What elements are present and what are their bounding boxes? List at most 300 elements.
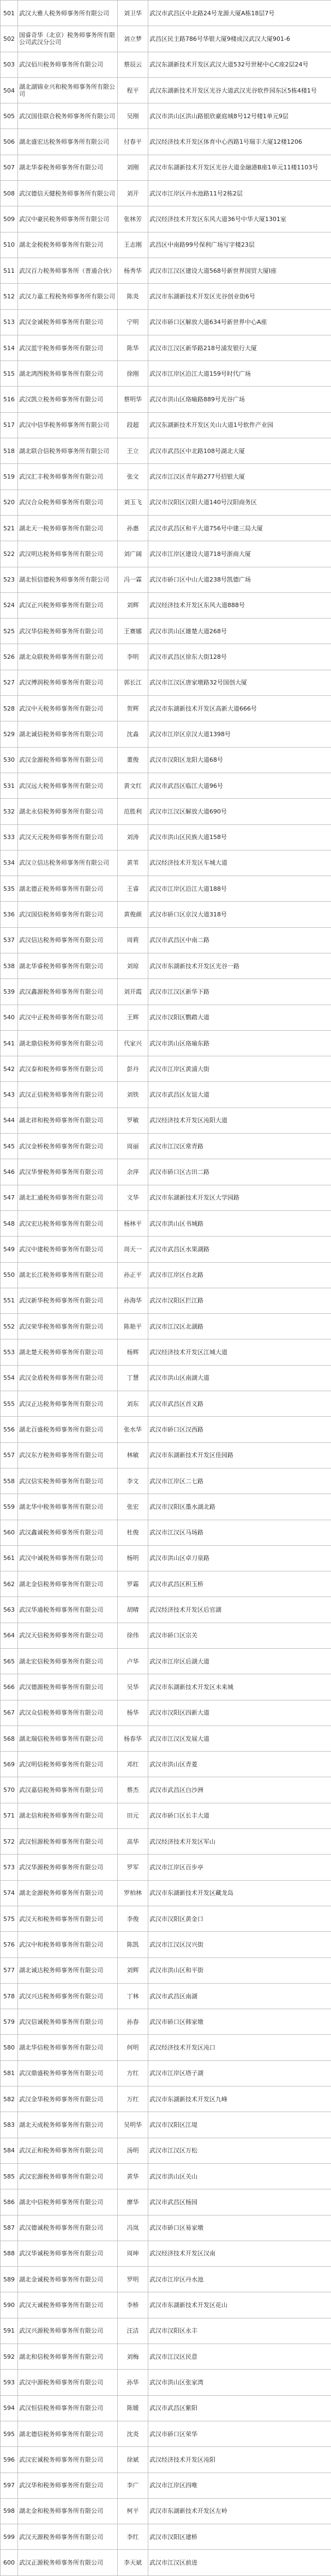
table-row <box>1 129 331 155</box>
table-row <box>1 335 331 360</box>
firm-name: 武汉信实税务师事务所有限公司 <box>18 1468 118 1494</box>
row-number: 600 <box>1 2550 18 2576</box>
table-row <box>1 773 331 798</box>
contact-person: 郭长江 <box>118 670 148 695</box>
contact-person: 蔡辰云 <box>118 52 148 77</box>
row-number: 549 <box>1 1237 18 1262</box>
contact-person: 董俊 <box>118 747 148 773</box>
contact-person: 徐刚 <box>118 361 148 387</box>
firm-address: 武汉市硚口区长丰大道 <box>148 1803 331 1828</box>
table-row <box>1 1210 331 1236</box>
firm-address: 武汉市武昌区杨园 <box>148 2189 331 2215</box>
firm-address: 武汉市硚口区韩家墩 <box>148 2009 331 2035</box>
table-row <box>1 77 331 103</box>
row-number: 518 <box>1 438 18 464</box>
firm-address: 武汉经济技术开发区沌阳大道 <box>148 1108 331 1133</box>
contact-person: 孙惠 <box>118 515 148 541</box>
row-number: 507 <box>1 155 18 180</box>
table-row <box>1 2447 331 2473</box>
firm-address: 武汉市东湖新技术开发区九峰 <box>148 2087 331 2112</box>
row-number: 565 <box>1 1649 18 1674</box>
contact-person: 陈炎 <box>118 284 148 309</box>
contact-person: 万红 <box>118 2087 148 2112</box>
row-number: 527 <box>1 670 18 695</box>
row-number: 572 <box>1 1829 18 1855</box>
table-row <box>1 2395 331 2421</box>
firm-address: 武汉市汉阳区鹦鹉大道 <box>148 1005 331 1030</box>
row-number: 559 <box>1 1494 18 1520</box>
firm-name: 湖北永信税务师事务所有限公司 <box>18 799 118 824</box>
contact-person: 黄苇 <box>118 850 148 876</box>
contact-person: 蔡明华 <box>118 387 148 412</box>
firm-address: 武汉市汉阳区四新大道 <box>148 1700 331 1726</box>
firm-address: 武汉市洪山区洪山路银欣豪庭城8号12号楼1单元9层 <box>148 103 331 129</box>
row-number: 582 <box>1 2087 18 2112</box>
firm-address: 武汉市江汉区建设大道568号新世界国贸大厦I座 <box>148 258 331 283</box>
firm-name: 湖北金和税务师事务所有限公司 <box>18 2498 118 2524</box>
firm-name: 武汉中源税务师事务所有限公司 <box>18 2370 118 2395</box>
table-row <box>1 876 331 902</box>
firm-name: 湖北金诚税务师事务所有限公司 <box>18 2267 118 2292</box>
table-row <box>1 2473 331 2498</box>
firm-name: 武汉宏达税务师事务所有限公司 <box>18 1210 118 1236</box>
row-number: 520 <box>1 489 18 515</box>
table-row <box>1 1880 331 1906</box>
row-number: 526 <box>1 644 18 670</box>
firm-name: 武汉德诚税务师事务所有限公司 <box>18 2215 118 2241</box>
row-number: 508 <box>1 181 18 206</box>
firm-address: 武汉市东湖新技术开发区藏龙岛 <box>148 1880 331 1906</box>
firm-name: 武汉恒源税务师事务所有限公司 <box>18 1829 118 1855</box>
table-row <box>1 2163 331 2189</box>
row-number: 571 <box>1 1803 18 1828</box>
firm-address: 武汉市江岸区丹水池 <box>148 2267 331 2292</box>
contact-person: 刘广阔 <box>118 541 148 567</box>
table-row <box>1 1803 331 1828</box>
firm-name: 湖北德信税务师事务所有限公司 <box>18 2421 118 2446</box>
row-number: 544 <box>1 1108 18 1133</box>
firm-name: 武汉正兴税务师事务所有限公司 <box>18 592 118 618</box>
firm-name: 武汉天诚税务师事务所有限公司 <box>18 2292 118 2318</box>
table-row <box>1 2498 331 2524</box>
table-row <box>1 1159 331 1185</box>
table-row <box>1 1545 331 1571</box>
contact-person: 柯平 <box>118 2498 148 2524</box>
table-row <box>1 1005 331 1030</box>
row-number: 595 <box>1 2421 18 2446</box>
table-row <box>1 155 331 180</box>
firm-name: 武汉天信税务师事务所有限公司 <box>18 1623 118 1648</box>
firm-name: 湖北楚天税务师事务所有限公司 <box>18 1339 118 1365</box>
firm-address: 武汉东湖新技术开发区武汉大道532号世秘中心C座2层24号 <box>148 52 331 77</box>
contact-person: 邓红 <box>118 1752 148 1777</box>
row-number: 583 <box>1 2112 18 2138</box>
row-number: 532 <box>1 799 18 824</box>
table-row <box>1 1185 331 1210</box>
firm-address: 武汉东湖新技术开发区关山大道1号软件产业园 <box>148 412 331 438</box>
firm-address: 武汉市东湖新技术开发区光谷大道金融港B座1单元11楼1103号 <box>148 155 331 180</box>
firm-address: 武汉市洪山区书城路 <box>148 1210 331 1236</box>
row-number: 516 <box>1 387 18 412</box>
row-number: 592 <box>1 2344 18 2370</box>
table-row <box>1 2035 331 2060</box>
table-row <box>1 1932 331 1957</box>
firm-address: 武汉市江岸区四唯 <box>148 2473 331 2498</box>
firm-name: 武汉信诚税务师事务所有限公司 <box>18 2009 118 2035</box>
firm-address: 武汉市硚口区宗关 <box>148 1623 331 1648</box>
firm-address: 武汉市江岸区丹水池路11号2栋2层 <box>148 181 331 206</box>
row-number: 598 <box>1 2498 18 2524</box>
firm-address: 武汉经济技术开发区沌阳 <box>148 2447 331 2473</box>
table-row <box>1 1571 331 1597</box>
firm-address: 武汉市硚口区古田二路 <box>148 1159 331 1185</box>
row-number: 552 <box>1 1314 18 1339</box>
firm-address: 武汉经济技术开发区体育中心西路1号瑞丰大厦12楼1206 <box>148 129 331 155</box>
firm-address: 武汉经济技术开发区东风大道888号 <box>148 592 331 618</box>
row-number: 574 <box>1 1880 18 1906</box>
contact-person: 杨华 <box>118 1700 148 1726</box>
table-row <box>1 489 331 515</box>
firm-address: 武汉市武昌区友谊大道 <box>148 1082 331 1108</box>
row-number: 581 <box>1 2060 18 2086</box>
contact-person: 王志刚 <box>118 232 148 258</box>
row-number: 534 <box>1 850 18 876</box>
firm-name: 武汉华信税务师事务所有限公司 <box>18 619 118 644</box>
table-row <box>1 2087 331 2112</box>
contact-person: 吴刚 <box>118 103 148 129</box>
table-row <box>1 2060 331 2086</box>
row-number: 555 <box>1 1391 18 1417</box>
firm-address: 武汉市洪山区关山 <box>148 2163 331 2189</box>
firm-name: 湖北信和税务师事务所有限公司 <box>18 1803 118 1828</box>
contact-person: 张水华 <box>118 1417 148 1442</box>
firm-address: 武汉市洪山区珞瑜东路 <box>148 1030 331 1056</box>
firm-name: 武汉鑫诚税务师事务所有限公司 <box>18 1520 118 1545</box>
firm-name: 武汉华诚税务师事务所有限公司 <box>18 2241 118 2266</box>
firm-name: 湖北天一税务师事务所有限公司 <box>18 515 118 541</box>
contact-person: 宁明 <box>118 309 148 335</box>
contact-person: 罗霜 <box>118 1571 148 1597</box>
contact-person: 李桥 <box>118 2292 148 2318</box>
row-number: 597 <box>1 2473 18 2498</box>
firm-address: 武汉市武昌区南湖 <box>148 1983 331 2009</box>
contact-person: 张林芳 <box>118 206 148 232</box>
firm-address: 武汉经济技术开发区东风大道36号中华大厦1301室 <box>148 206 331 232</box>
table-row <box>1 2344 331 2370</box>
firm-name: 武汉金诚税务师事务所有限公司 <box>18 309 118 335</box>
row-number: 558 <box>1 1468 18 1494</box>
firm-address: 武汉市江汉区解放大道690号 <box>148 799 331 824</box>
contact-person: 罗军 <box>118 1855 148 1880</box>
row-number: 560 <box>1 1520 18 1545</box>
firm-address: 武汉市江岸区百步亭 <box>148 1855 331 1880</box>
contact-person: 付春平 <box>118 129 148 155</box>
firm-name: 湖北华泰税务师事务所有限公司 <box>18 155 118 180</box>
contact-person: 徐斌 <box>118 2447 148 2473</box>
firm-address: 武汉市东湖新技术开发区高新大道666号 <box>148 696 331 721</box>
firm-name: 武汉东方税务师事务所有限公司 <box>18 1442 118 1468</box>
firm-address: 武汉经济技术开发区车城大道 <box>148 850 331 876</box>
contact-person: 贺辉 <box>118 696 148 721</box>
firm-name: 湖北长江税务师事务所有限公司 <box>18 1262 118 1288</box>
firm-address: 武汉市武昌区水果湖路 <box>148 1237 331 1262</box>
row-number: 573 <box>1 1855 18 1880</box>
firm-address: 武汉市东湖新技术开发区大学园路 <box>148 1185 331 1210</box>
table-row <box>1 2189 331 2215</box>
row-number: 576 <box>1 1932 18 1957</box>
row-number: 568 <box>1 1726 18 1751</box>
row-number: 536 <box>1 902 18 927</box>
row-number: 546 <box>1 1159 18 1185</box>
firm-name: 武汉明信税务师事务所有限公司 <box>18 1752 118 1777</box>
contact-person: 王睿 <box>118 876 148 902</box>
firm-name: 武汉正达税务师事务所有限公司 <box>18 1391 118 1417</box>
firm-name: 湖北湖锦业兴和税务师事务所有限公司 <box>18 77 118 103</box>
table-row <box>1 1417 331 1442</box>
table-row <box>1 1623 331 1648</box>
firm-name: 湖北金信税务师事务所有限公司 <box>18 1571 118 1597</box>
table-row <box>1 1957 331 1983</box>
firm-name: 武汉正和税务师事务所有限公司 <box>18 2138 118 2163</box>
firm-address: 武汉市江汉区万松 <box>148 2138 331 2163</box>
firm-address: 武汉市硚口区汉西路 <box>148 1417 331 1442</box>
table-row <box>1 1 331 26</box>
firm-address: 武汉市江岸区沿江大道188号 <box>148 876 331 902</box>
contact-person: 高华 <box>118 1829 148 1855</box>
firm-address: 武汉市江汉区民意 <box>148 2344 331 2370</box>
row-number: 567 <box>1 1700 18 1726</box>
firm-name: 武汉鑫源税务师事务所有限公司 <box>18 979 118 1005</box>
contact-person: 丁林 <box>118 1983 148 2009</box>
row-number: 509 <box>1 206 18 232</box>
table-row <box>1 387 331 412</box>
contact-person: 陈凯 <box>118 1932 148 1957</box>
table-row <box>1 1339 331 1365</box>
firm-address: 武汉市硚口区京汉大道318号 <box>148 902 331 927</box>
table-row <box>1 515 331 541</box>
firm-address: 武汉市江汉区北湖路 <box>148 1314 331 1339</box>
table-row <box>1 2215 331 2241</box>
firm-address: 武汉市东湖新技术开发区花山 <box>148 2292 331 2318</box>
table-row <box>1 181 331 206</box>
row-number: 580 <box>1 2035 18 2060</box>
row-number: 569 <box>1 1752 18 1777</box>
contact-person: 周天一 <box>118 1237 148 1262</box>
row-number: 579 <box>1 2009 18 2035</box>
contact-person: 孙华 <box>118 2370 148 2395</box>
contact-person: 林敏 <box>118 1442 148 1468</box>
contact-person: 张文 <box>118 464 148 489</box>
firm-name: 武汉嘉信税务师事务所有限公司 <box>18 1777 118 1803</box>
firm-name: 武汉中和税务师事务所有限公司 <box>18 1932 118 1957</box>
contact-person: 刘辉 <box>118 592 148 618</box>
contact-person: 周丽 <box>118 1134 148 1159</box>
table-row <box>1 1983 331 2009</box>
row-number: 537 <box>1 927 18 953</box>
contact-person: 刘梅 <box>118 2344 148 2370</box>
table-row <box>1 824 331 850</box>
firm-list-body <box>1 1 331 2576</box>
contact-person: 汤明 <box>118 2138 148 2163</box>
row-number: 505 <box>1 103 18 129</box>
contact-person: 周坤 <box>118 2241 148 2266</box>
contact-person: 王立 <box>118 438 148 464</box>
firm-address: 武汉市江岸区塔子湖 <box>148 2060 331 2086</box>
firm-address: 武汉市江岸区沿江大道159号时代广场 <box>148 361 331 387</box>
firm-address: 武汉市洪山区雄楚大道268号 <box>148 619 331 644</box>
firm-address: 武汉经济技术开发区江城大道 <box>148 1339 331 1365</box>
firm-address: 武汉经济技术开发区沌口 <box>148 2035 331 2060</box>
row-number: 530 <box>1 747 18 773</box>
row-number: 510 <box>1 232 18 258</box>
table-row <box>1 567 331 592</box>
contact-person: 刘开霞 <box>118 979 148 1005</box>
table-row <box>1 953 331 978</box>
row-number: 543 <box>1 1082 18 1108</box>
contact-person: 余萍 <box>118 1159 148 1185</box>
firm-name: 武汉金盾税务师事务所有限公司 <box>18 1365 118 1391</box>
firm-address: 武汉市洪山区珞喻路889号光谷广场 <box>148 387 331 412</box>
contact-person: 刘涛 <box>118 824 148 850</box>
contact-person: 罗敏 <box>118 1108 148 1133</box>
contact-person: 杨辉 <box>118 1339 148 1365</box>
row-number: 593 <box>1 2370 18 2395</box>
firm-name: 武汉天元税务师事务所有限公司 <box>18 824 118 850</box>
firm-name: 武汉宏诚税务师事务所有限公司 <box>18 2447 118 2473</box>
firm-name: 湖北诚信税务师事务所有限公司 <box>18 721 118 747</box>
firm-address: 武汉市武昌区和平大道756号中建三局大厦 <box>148 515 331 541</box>
firm-address: 武汉市江岸区黄浦大街 <box>148 1056 331 1082</box>
firm-name: 国睿奇华（北京）税务师事务所有限公司武汉分公司 <box>18 26 118 52</box>
table-row <box>1 2267 331 2292</box>
contact-person: 汪洁 <box>118 2318 148 2344</box>
table-row <box>1 1777 331 1803</box>
contact-person: 罗柏林 <box>118 1880 148 1906</box>
table-row <box>1 696 331 721</box>
firm-name: 湖北华中税务师事务所有限公司 <box>18 1494 118 1520</box>
row-number: 506 <box>1 129 18 155</box>
firm-address: 武汉经济技术开发区军山 <box>148 1829 331 1855</box>
firm-name: 湖北联合信税务师事务所有限公司 <box>18 438 118 464</box>
firm-address: 武汉市汉阳区拦江路 <box>148 1288 331 1313</box>
firm-name: 湖北祥和税务师事务所有限公司 <box>18 1108 118 1133</box>
firm-name: 湖北和信税务师事务所有限公司 <box>18 2344 118 2370</box>
firm-name: 武汉国佳联合税务师事务所有限公司 <box>18 103 118 129</box>
firm-name: 武汉立信达税务师事务所有限公司 <box>18 850 118 876</box>
contact-person: 程平 <box>118 77 148 103</box>
firm-address: 武汉市东湖新技术开发区佳园路 <box>148 1442 331 1468</box>
row-number: 514 <box>1 335 18 360</box>
table-row <box>1 2421 331 2446</box>
row-number: 594 <box>1 2395 18 2421</box>
row-number: 550 <box>1 1262 18 1288</box>
contact-person: 李俊 <box>118 1906 148 1931</box>
firm-address: 武昌区民主路786号华银大厦9楼成汉武汉大厦901-6 <box>148 26 331 52</box>
firm-name: 武汉中诚税务师事务所有限公司 <box>18 1545 118 1571</box>
contact-person: 周莉 <box>118 927 148 953</box>
contact-person: 李红 <box>118 2524 148 2550</box>
row-number: 586 <box>1 2189 18 2215</box>
firm-name: 湖北鸿图税务师事务所有限公司 <box>18 361 118 387</box>
contact-person: 刘刚 <box>118 155 148 180</box>
firm-name: 武汉中建税务师事务所有限公司 <box>18 1237 118 1262</box>
firm-name: 武汉金华税务师事务所有限公司 <box>18 2087 118 2112</box>
firm-name: 武汉汇丰税务师事务所有限公司 <box>18 464 118 489</box>
firm-name: 湖北恒信德税务师事务所有限公司 <box>18 567 118 592</box>
firm-address: 武汉市硚口区易家墩 <box>148 2215 331 2241</box>
table-row <box>1 747 331 773</box>
firm-name: 武汉力嘉工程税务师事务所有限公司 <box>18 284 118 309</box>
row-number: 535 <box>1 876 18 902</box>
firm-name: 武汉鼎盛税务师事务所有限公司 <box>18 2060 118 2086</box>
row-number: 548 <box>1 1210 18 1236</box>
firm-address: 武汉市江汉区唐家墩路32号国创大厦 <box>148 670 331 695</box>
firm-name: 武汉信达税务师事务所有限公司 <box>18 927 118 953</box>
row-number: 591 <box>1 2318 18 2344</box>
row-number: 540 <box>1 1005 18 1030</box>
contact-person: 廖华 <box>118 2189 148 2215</box>
firm-name: 武汉华誉税务师事务所有限公司 <box>18 1159 118 1185</box>
table-row <box>1 1288 331 1313</box>
table-row <box>1 1855 331 1880</box>
firm-address: 武汉市洪山区南湖大道 <box>148 1365 331 1391</box>
contact-person: 卢华 <box>118 1649 148 1674</box>
table-row <box>1 979 331 1005</box>
contact-person: 冯一霖 <box>118 567 148 592</box>
firm-address: 武汉市江岸区台北路 <box>148 1262 331 1288</box>
firm-name: 湖北鼎信税务师事务所有限公司 <box>18 1030 118 1056</box>
firm-address: 武汉市江汉区新华下路 <box>148 979 331 1005</box>
table-row <box>1 464 331 489</box>
firm-name: 武汉众信税务师事务所有限公司 <box>18 1700 118 1726</box>
firm-address: 武汉市汉阳区永丰 <box>148 2318 331 2344</box>
row-number: 541 <box>1 1030 18 1056</box>
firm-address: 武汉市汉阳区建桥 <box>148 2524 331 2550</box>
table-row <box>1 2292 331 2318</box>
row-number: 561 <box>1 1545 18 1571</box>
row-number: 587 <box>1 2215 18 2241</box>
row-number: 562 <box>1 1571 18 1597</box>
contact-person: 李天斌 <box>118 2550 148 2576</box>
contact-person: 陈媛 <box>118 2395 148 2421</box>
row-number: 503 <box>1 52 18 77</box>
table-row <box>1 1391 331 1417</box>
firm-address: 武汉市江岸区建设大道718号浙商大厦 <box>148 541 331 567</box>
contact-person: 杨秀华 <box>118 258 148 283</box>
firm-address: 武汉市江汉区常青路 <box>148 1134 331 1159</box>
row-number: 588 <box>1 2241 18 2266</box>
contact-person: 李明 <box>118 644 148 670</box>
firm-name: 武汉国信税务师事务所有限公司 <box>18 902 118 927</box>
firm-name: 武汉泰和税务师事务所有限公司 <box>18 1056 118 1082</box>
firm-address: 武汉市武昌区白沙洲 <box>148 1777 331 1803</box>
contact-person: 冯岚 <box>118 2215 148 2241</box>
table-row <box>1 1829 331 1855</box>
row-number: 596 <box>1 2447 18 2473</box>
firm-name: 湖北瑞信税务师事务所有限公司 <box>18 1726 118 1751</box>
table-row <box>1 1674 331 1700</box>
firm-address: 武汉市江岸区后湖大道 <box>148 1649 331 1674</box>
contact-person: 刘立梦 <box>118 26 148 52</box>
firm-address: 武汉经济技术开发区后官湖 <box>148 1597 331 1623</box>
table-row <box>1 232 331 258</box>
table-row <box>1 927 331 953</box>
row-number: 585 <box>1 2163 18 2189</box>
table-row <box>1 361 331 387</box>
contact-person: 范胜利 <box>118 799 148 824</box>
firm-name: 武汉兴达税务师事务所有限公司 <box>18 1983 118 2009</box>
table-row <box>1 103 331 129</box>
